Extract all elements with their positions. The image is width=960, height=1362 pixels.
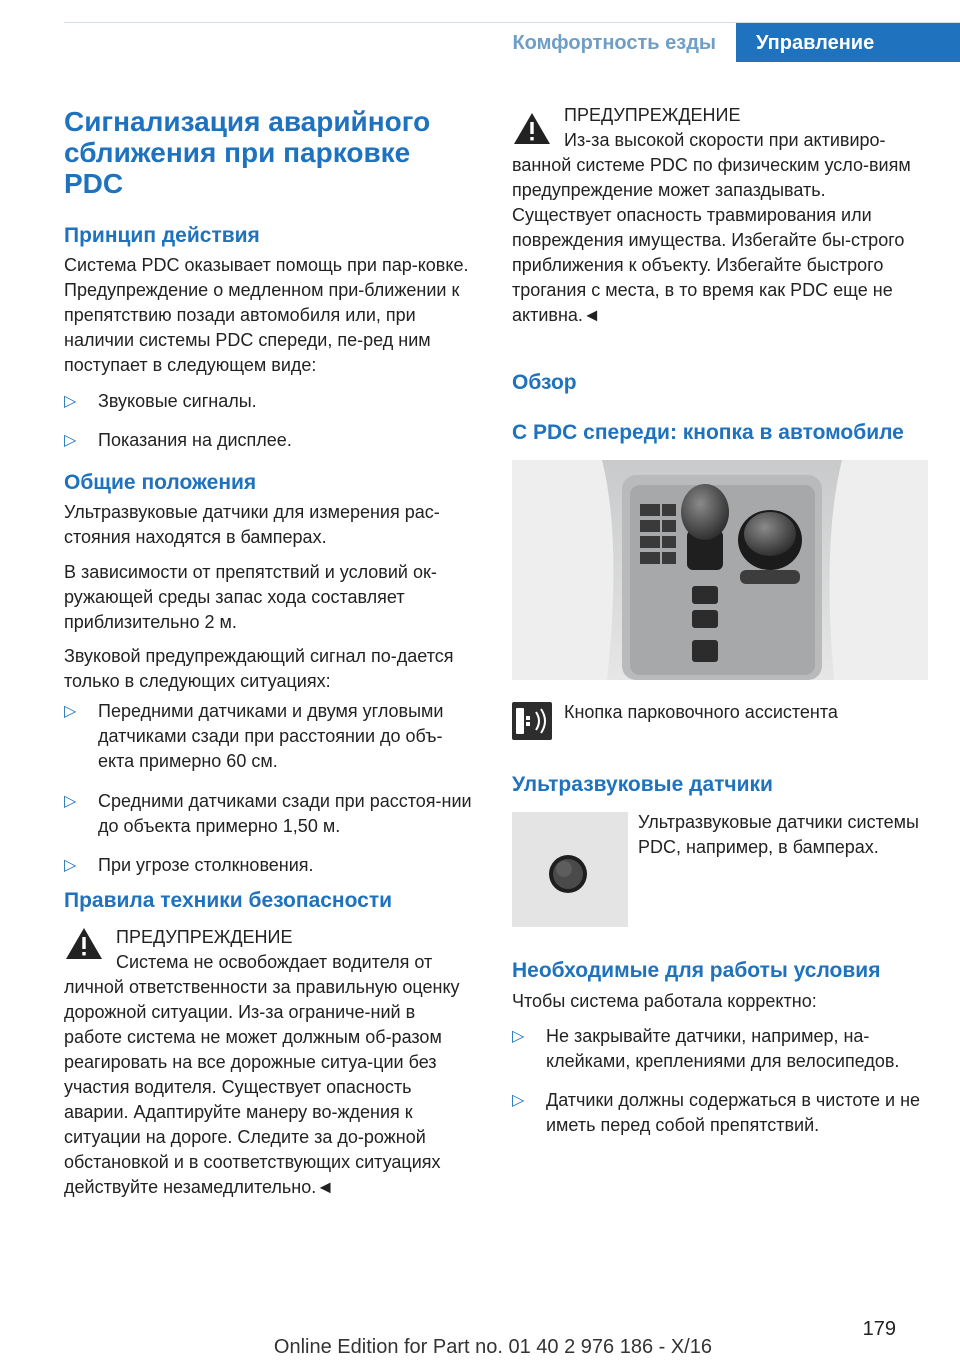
general-paragraph-2: В зависимости от препятствий и условий ок-ружающей среды запас хода составляет приблизительно 2 м. <box>64 562 437 632</box>
warning-title: ПРЕДУПРЕЖДЕНИЕ <box>564 105 741 125</box>
button-caption: Кнопка парковочного ассистента <box>564 702 838 722</box>
general-list <box>64 699 476 878</box>
warning-triangle-icon <box>512 110 552 146</box>
triangle-bullet-icon: ▷ <box>64 393 77 410</box>
list-item: ▷ Датчики должны содержаться в чистоте и не иметь перед собой препятствий. <box>512 1090 921 1135</box>
list-item: ▷ Звуковые сигналы. <box>64 389 476 414</box>
header-chapter-tab[interactable]: Управление <box>736 23 960 62</box>
ultrasonic-sensor-image <box>512 812 628 927</box>
front-pdc-heading: С PDC спереди: кнопка в автомобиле <box>512 421 904 444</box>
list-item: ▷ Не закрывайте датчики, например, на-клейками, креплениями для велосипедов. <box>512 1026 900 1071</box>
sensors-heading: Ультразвуковые датчики <box>512 773 773 796</box>
general-paragraph-1: Ультразвуковые датчики для измерения рас-стояния находятся в бамперах. <box>64 502 440 547</box>
page-title: Сигнализация аварийного сближения при парковке PDC <box>64 106 431 199</box>
triangle-bullet-icon: ▷ <box>64 432 77 449</box>
safety-warning <box>64 925 476 1200</box>
conditions-intro: Чтобы система работала корректно: <box>512 991 817 1011</box>
speed-warning <box>512 103 930 328</box>
safety-heading: Правила техники безопасности <box>64 889 393 912</box>
warning-triangle-icon <box>64 925 104 961</box>
ultrasonic-sensor-glyph <box>512 812 628 927</box>
general-paragraph-3: Звуковой предупреждающий сигнал по-дается только в следующих ситуациях: <box>64 646 454 691</box>
principle-heading: Принцип действия <box>64 224 260 247</box>
list-item: ▷ Показания на дисплее. <box>64 428 476 453</box>
overview-heading: Обзор <box>512 371 577 394</box>
page-header <box>64 22 960 62</box>
general-heading: Общие положения <box>64 471 257 494</box>
edition-line: Online Edition for Part no. 01 40 2 976 186 - X/16 <box>273 1336 712 1358</box>
triangle-bullet-icon: ▷ <box>64 703 77 720</box>
parking-sensor-glyph <box>512 702 552 740</box>
sensors-text: Ультразвуковые датчики системы PDC, например, в бамперах. <box>638 812 919 857</box>
triangle-bullet-icon: ▷ <box>512 1092 525 1109</box>
page-number: 179 <box>862 1318 896 1340</box>
console-illustration <box>512 460 928 680</box>
triangle-bullet-icon: ▷ <box>64 793 77 810</box>
warning-text: Система не освобождает водителя от личной ответственности за правильную оценку дорожной ситуации. Из-за ограниче-ний в работе система не может должным об-разом реагировать на все дорожные ситуа-ции без участия водителя. Существует опасность аварии. Адаптируйте манеру во-ждения к ситуации на дороге. Следите за до-рожной обстановкой и в соответствующих ситуациях действуйте незамедлительно.◄ <box>64 952 460 1197</box>
triangle-bullet-icon: ▷ <box>64 857 77 874</box>
triangle-bullet-icon: ▷ <box>512 1028 525 1045</box>
list-item: ▷ Средними датчиками сзади при расстоя-нии до объекта примерно 1,50 м. <box>64 791 472 836</box>
parking-assistant-icon <box>512 702 552 740</box>
principle-list <box>64 389 476 453</box>
console-photo <box>512 460 928 680</box>
header-section-link[interactable]: Комфортность езды <box>512 32 716 54</box>
warning-title: ПРЕДУПРЕЖДЕНИЕ <box>116 927 293 947</box>
principle-text: Система PDC оказывает помощь при пар-ковке. Предупреждение о медленном при-ближении к препятствию позади автомобиля или, при наличии системы PDC спереди, пе-ред ним поступает в следующем виде: <box>64 255 469 375</box>
list-item: ▷ Передними датчиками и двумя угловыми датчиками сзади при расстоянии до объ-екта примерно 60 см. <box>64 701 444 771</box>
list-item: ▷ При угрозе столкновения. <box>64 853 476 878</box>
warning-text: Из-за высокой скорости при активиро- ванной системе PDC по физическим усло-виям предупреждение может запаздывать. Существует опасность травмирования или повреждения имущества. Избегайте бы-строго приближения к объекту. Избегайте быстрого трогания с места, в то время как PDC еще не активна.◄ <box>512 130 911 325</box>
conditions-list <box>512 1024 930 1138</box>
conditions-heading: Необходимые для работы условия <box>512 959 881 982</box>
